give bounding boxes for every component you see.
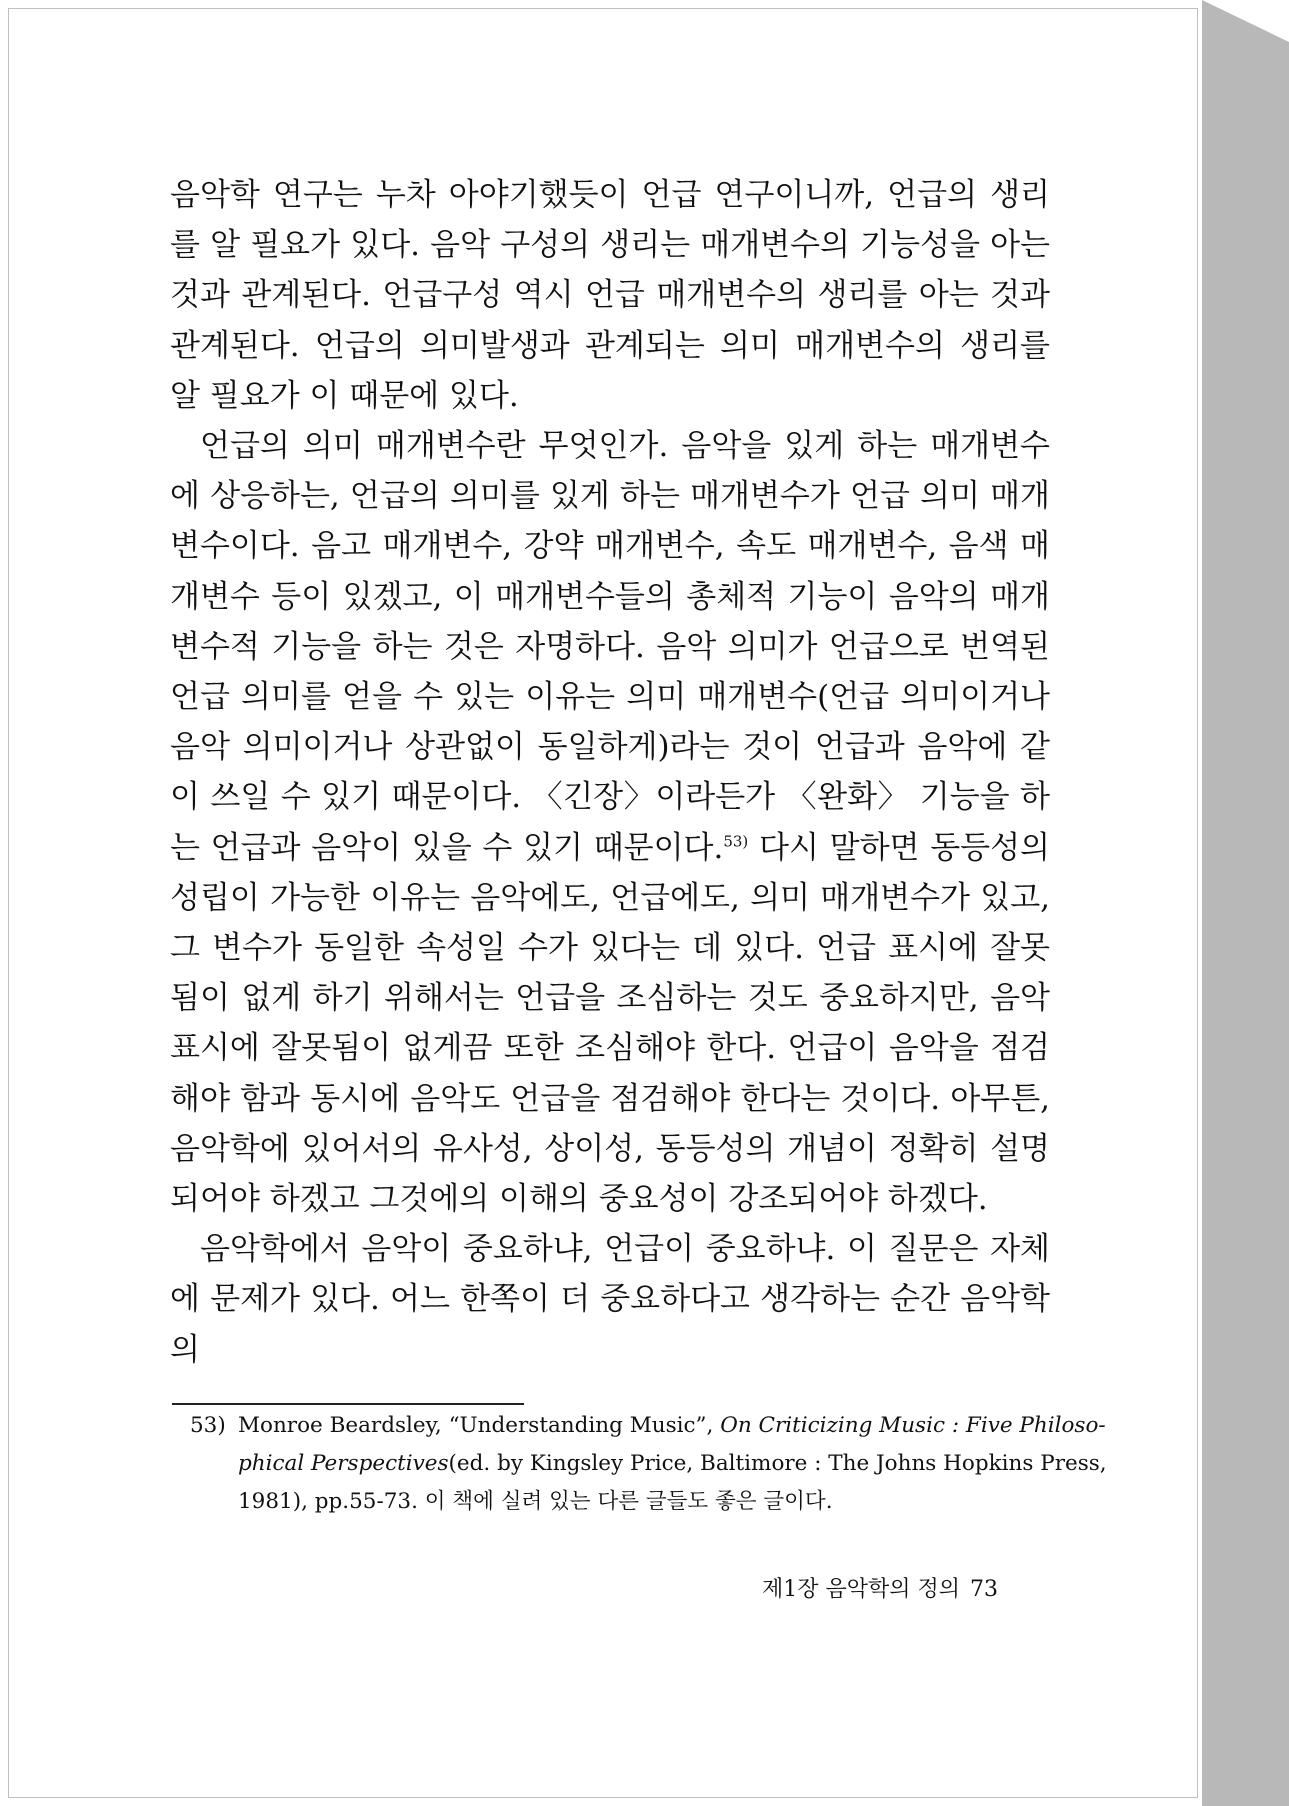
body-text (170, 170, 1050, 1375)
footnote-line-2 (190, 1445, 1107, 1483)
footnote-number: 53) (190, 1413, 226, 1438)
footnote-53 (190, 1407, 1107, 1521)
footnote-article: “Understanding Music”, (448, 1413, 721, 1438)
paragraph-3-text: 음악학에서 음악이 중요하냐, 언급이 중요하냐. 이 질문은 자체에 문제가 있다. 어느 한쪽이 더 중요하다고 생각하는 순간 음악학의 (170, 1231, 1050, 1368)
footnote-book-title-2: phical Perspectives (238, 1451, 449, 1476)
paragraph-1-text: 음악학 연구는 누차 아야기했듯이 언급 연구이니까, 언급의 생리를 알 필요가 있다. 음악 구성의 생리는 매개변수의 기능성을 아는 것과 관계된다. 언급구성 역시 언급 매개변수의 생리를 아는 것과 관계된다. 언급의 의미발생과 관계되는 의미 매개변수의 생리를 알 필요가 이 때문에 있다. (170, 177, 1050, 414)
book-edge-shadow (1202, 0, 1289, 1806)
paragraph-2-text: 언급의 의미 매개변수란 무엇인가. 음악을 있게 하는 매개변수에 상응하는, 언급의 의미를 있게 하는 매개변수가 언급 의미 매개변수이다. 음고 매개변수, 강약 매개변수, 속도 매개변수, 음색 매개변수 등이 있겠고, 이 매개변수들의 총체적 기능이 음악의 매개변수적 기능을 하는 것은 자명하다. 음악 의미가 언급으로 번역된 언급 의미를 얻을 수 있는 이유는 의미 매개변수(언급 의미이거나 음악 의미이거나 상관없이 동일하게)라는 것이 언급과 음악에 같이 쓰일 수 있기 때문이다. 〈긴장〉이라든가 〈완화〉 기능을 하는 언급과 음악이 있을 수 있기 때문이다. (170, 428, 1050, 866)
paragraph-3 (170, 1224, 1050, 1375)
paragraph-2-continued: 다시 말하면 동등성의 성립이 가능한 이유는 음악에도, 언급에도, 의미 매개변수가 있고, 그 변수가 동일한 속성일 수가 있다는 데 있다. 언급 표시에 잘못됨이 없게 하기 위해서는 언급을 조심하는 것도 중요하지만, 음악 표시에 잘못됨이 없게끔 또한 조심해야 한다. 언급이 음악을 점검해야 함과 동시에 음악도 언급을 점검해야 한다는 것이다. 아무튼, 음악학에 있어서의 유사성, 상이성, 동등성의 개념이 정확히 설명되어야 하겠고 그것에의 이해의 중요성이 강조되어야 하겠다. (170, 829, 1050, 1218)
footnote-book-title-1: On Criticizing Music : Five Philoso- (720, 1413, 1106, 1438)
paragraph-2 (170, 421, 1050, 1224)
footnote-line-1 (190, 1407, 1106, 1445)
footnote-reference[interactable]: 53) (723, 832, 749, 851)
page-number: 73 (970, 1577, 998, 1602)
footnote-publisher: (ed. by Kingsley Price, Baltimore : The Johns Hopkins Press, (448, 1451, 1107, 1476)
footnote-line-3: 1981), pp.55-73. 이 책에 실려 있는 다른 글들도 좋은 글이다. (238, 1489, 833, 1514)
paragraph-1 (170, 170, 1050, 421)
chapter-title: 제1장 음악학의 정의 (762, 1577, 960, 1602)
footnote-author: Monroe Beardsley, (238, 1413, 449, 1438)
running-footer (762, 1572, 998, 1603)
footnote-divider (172, 1403, 524, 1405)
